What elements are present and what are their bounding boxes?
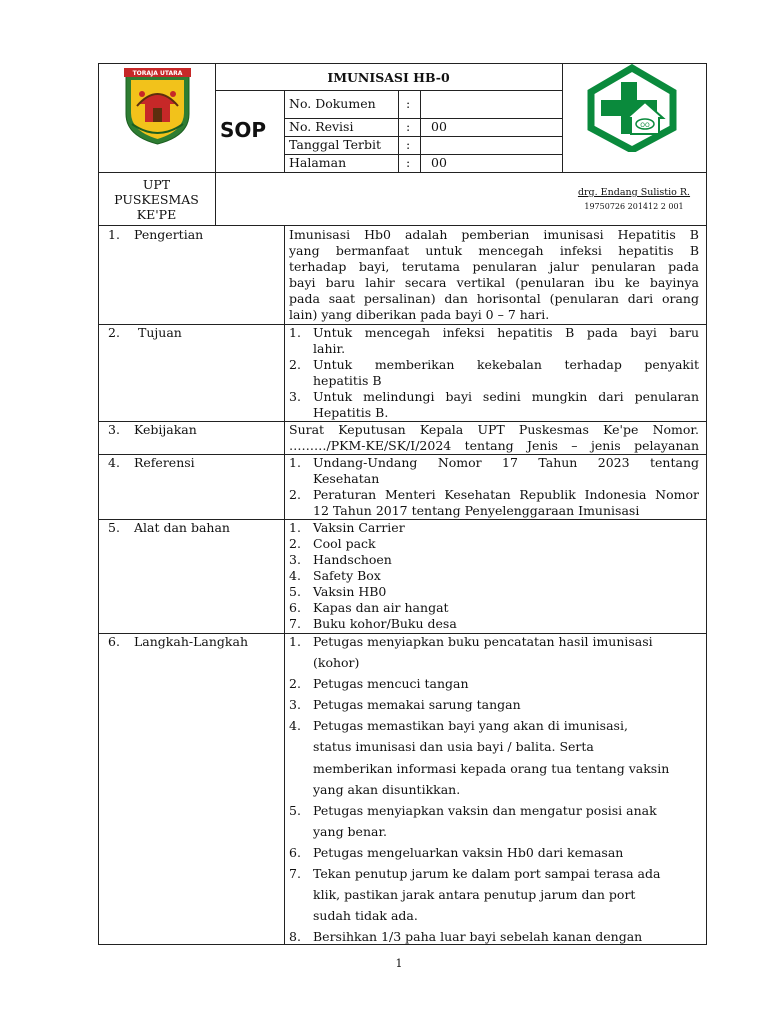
- section-number: 6.: [108, 634, 120, 649]
- org-line-3: KE'PE: [136, 207, 177, 222]
- meta-value-halaman: 00: [431, 155, 447, 170]
- svg-text:TORAJA UTARA: TORAJA UTARA: [132, 70, 183, 77]
- section-number: 4.: [108, 455, 120, 470]
- toraja-utara-logo: [120, 64, 195, 146]
- document-title: IMUNISASI HB-0: [327, 70, 450, 85]
- puskesmas-logo: [583, 64, 681, 152]
- meta-label-no-dokumen: No. Dokumen: [289, 96, 376, 111]
- meta-label-no-revisi: No. Revisi: [289, 119, 354, 134]
- section-number: 1.: [108, 227, 120, 242]
- section-number: 5.: [108, 520, 120, 535]
- section-title-pengertian: Pengertian: [134, 227, 204, 242]
- meta-label-halaman: Halaman: [289, 155, 347, 170]
- meta-value-no-revisi: 00: [431, 119, 447, 134]
- section-title-tujuan: Tujuan: [138, 325, 182, 340]
- section-number: 2.: [108, 325, 120, 340]
- org-line-2: PUSKESMAS: [114, 192, 199, 207]
- meta-sep: :: [406, 155, 411, 170]
- page-number: 1: [395, 957, 403, 970]
- section-title-langkah-langkah: Langkah-Langkah: [134, 634, 248, 649]
- meta-sep: :: [406, 119, 411, 134]
- section-title-kebijakan: Kebijakan: [134, 422, 197, 437]
- meta-sep: :: [406, 137, 411, 152]
- svg-text:OO: OO: [640, 122, 650, 129]
- signatory-name: drg. Endang Sulistio R.: [577, 187, 691, 198]
- section-title-alat-dan-bahan: Alat dan bahan: [134, 520, 230, 535]
- org-line-1: UPT: [142, 177, 171, 192]
- signatory-nip: 19750726 201412 2 001: [584, 202, 684, 211]
- section-title-referensi: Referensi: [134, 455, 195, 470]
- section-number: 3.: [108, 422, 120, 437]
- meta-label-tanggal-terbit: Tanggal Terbit: [289, 137, 382, 152]
- sop-label: SOP: [220, 118, 267, 142]
- meta-sep: :: [406, 96, 411, 111]
